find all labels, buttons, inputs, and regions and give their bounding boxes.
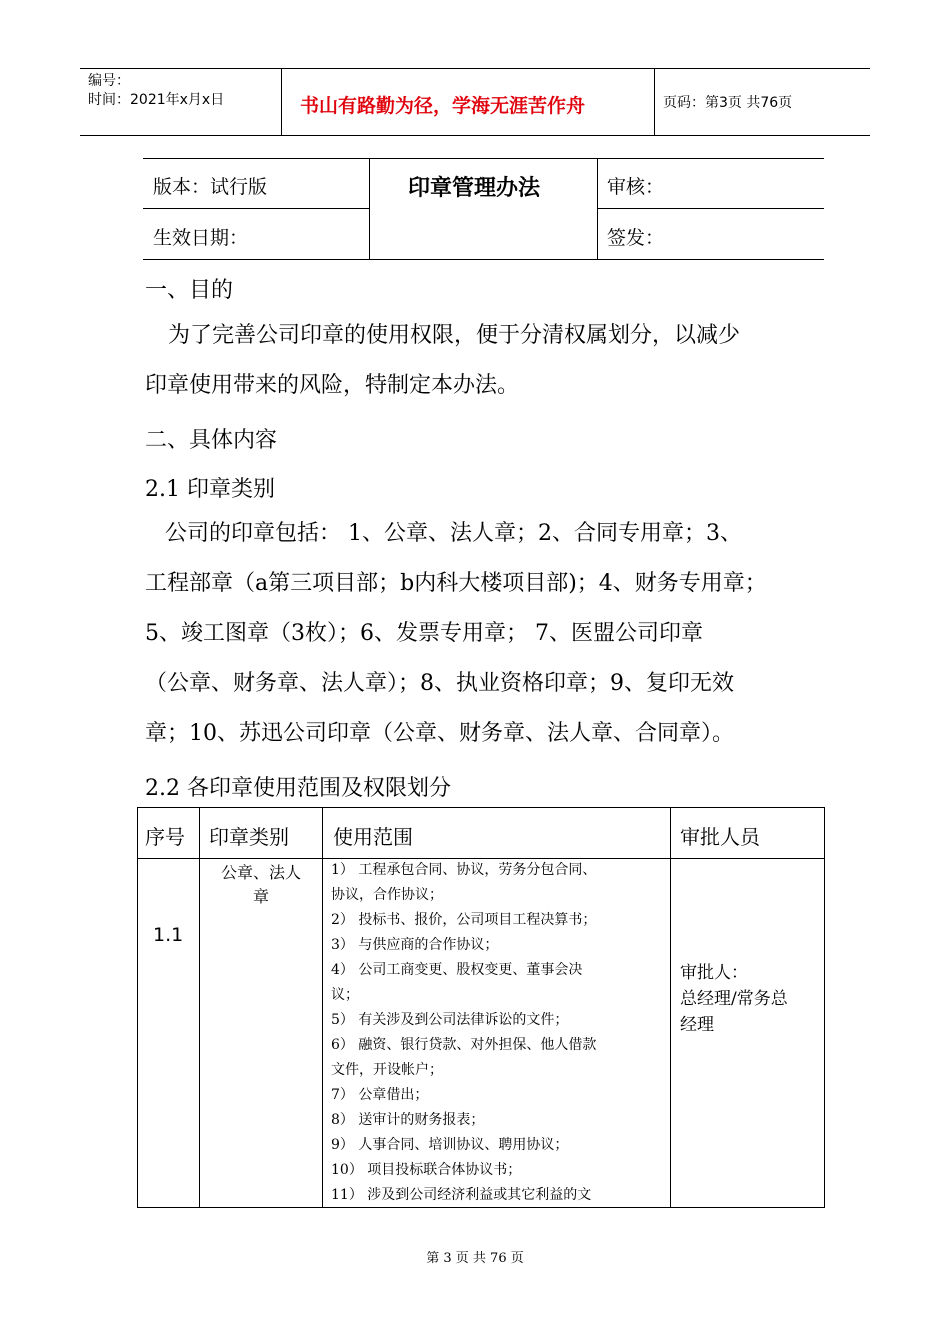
scope-line: 协议，合作协议； bbox=[331, 887, 443, 903]
scope-line: 1） 工程承包合同、协议，劳务分包合同、 bbox=[331, 862, 597, 878]
purpose-line-1: 为了完善公司印章的使用权限，便于分清权属划分，以减少 bbox=[168, 323, 741, 348]
approver-line: 经理 bbox=[680, 1015, 714, 1035]
section-heading-purpose: 一、目的 bbox=[145, 278, 234, 303]
header-usage-scope: 使用范围 bbox=[333, 825, 413, 849]
seal-types-line-1: 公司的印章包括： 1、公章、法人章；2、合同专用章；3、 bbox=[165, 521, 742, 546]
scope-line: 3） 与供应商的合作协议； bbox=[331, 937, 499, 953]
seal-types-line-2: 工程部章（a第三项目部；b内科大楼项目部)；4、财务专用章； bbox=[145, 571, 767, 596]
page-footer: 第 3 页 共 76 页 bbox=[426, 1251, 524, 1266]
approver-line: 总经理/常务总 bbox=[680, 989, 788, 1009]
header-seq: 序号 bbox=[145, 825, 185, 849]
subsection-seal-types: 2.1 印章类别 bbox=[145, 477, 275, 502]
row-usage-scope bbox=[331, 858, 667, 1208]
seal-type-line: 章 bbox=[252, 887, 269, 906]
seal-types-line-3: 5、竣工图章（3枚）；6、发票专用章； 7、医盟公司印章 bbox=[145, 621, 703, 646]
seal-types-line-5: 章；10、苏迅公司印章（公章、财务章、法人章、合同章）。 bbox=[145, 721, 734, 746]
time-label: 时间：2021年x月x日 bbox=[88, 92, 225, 108]
scope-line: 11） 涉及到公司经济利益或其它利益的文 bbox=[331, 1187, 592, 1203]
document-title: 印章管理办法 bbox=[408, 175, 541, 201]
scope-line: 议； bbox=[331, 987, 359, 1003]
subsection-usage-scope: 2.2 各印章使用范围及权限划分 bbox=[145, 776, 451, 801]
scope-line: 2） 投标书、报价，公司项目工程决算书； bbox=[331, 912, 597, 928]
issue-field: 签发： bbox=[607, 227, 665, 249]
scope-line: 4） 公司工商变更、股权变更、董事会决 bbox=[331, 962, 583, 978]
scope-line: 9） 人事合同、培训协议、聘用协议； bbox=[331, 1137, 569, 1153]
effective-date-field: 生效日期： bbox=[153, 227, 249, 249]
seal-types-line-4: （公章、财务章、法人章）；8、执业资格印章；9、复印无效 bbox=[145, 671, 734, 696]
scope-line: 8） 送审计的财务报表； bbox=[331, 1112, 485, 1128]
seal-type-line: 公章、法人 bbox=[220, 863, 301, 882]
section-heading-content: 二、具体内容 bbox=[145, 428, 278, 453]
review-field: 审核： bbox=[607, 176, 665, 198]
serial-number-label: 编号： bbox=[88, 73, 130, 89]
header-motto: 书山有路勤为径，学海无涯苦作舟 bbox=[300, 95, 586, 117]
scope-line: 5） 有关涉及到公司法律诉讼的文件； bbox=[331, 1012, 569, 1028]
row-seal-type bbox=[200, 861, 322, 909]
approver-line: 审批人： bbox=[680, 963, 748, 983]
scope-line: 6） 融资、银行贷款、对外担保、他人借款 bbox=[331, 1037, 597, 1053]
version-field: 版本：试行版 bbox=[153, 176, 268, 198]
header-seal-type: 印章类别 bbox=[209, 825, 289, 849]
scope-line: 10） 项目投标联合体协议书； bbox=[331, 1162, 522, 1178]
page-info: 页码：第3页 共76页 bbox=[663, 95, 793, 111]
header-approver: 审批人员 bbox=[680, 825, 760, 849]
purpose-line-2: 印章使用带来的风险，特制定本办法。 bbox=[145, 373, 520, 398]
scope-line: 7） 公章借出； bbox=[331, 1087, 429, 1103]
row-approver bbox=[680, 960, 822, 1038]
scope-line: 文件，开设帐户； bbox=[331, 1062, 443, 1078]
row-seq: 1.1 bbox=[153, 924, 184, 946]
